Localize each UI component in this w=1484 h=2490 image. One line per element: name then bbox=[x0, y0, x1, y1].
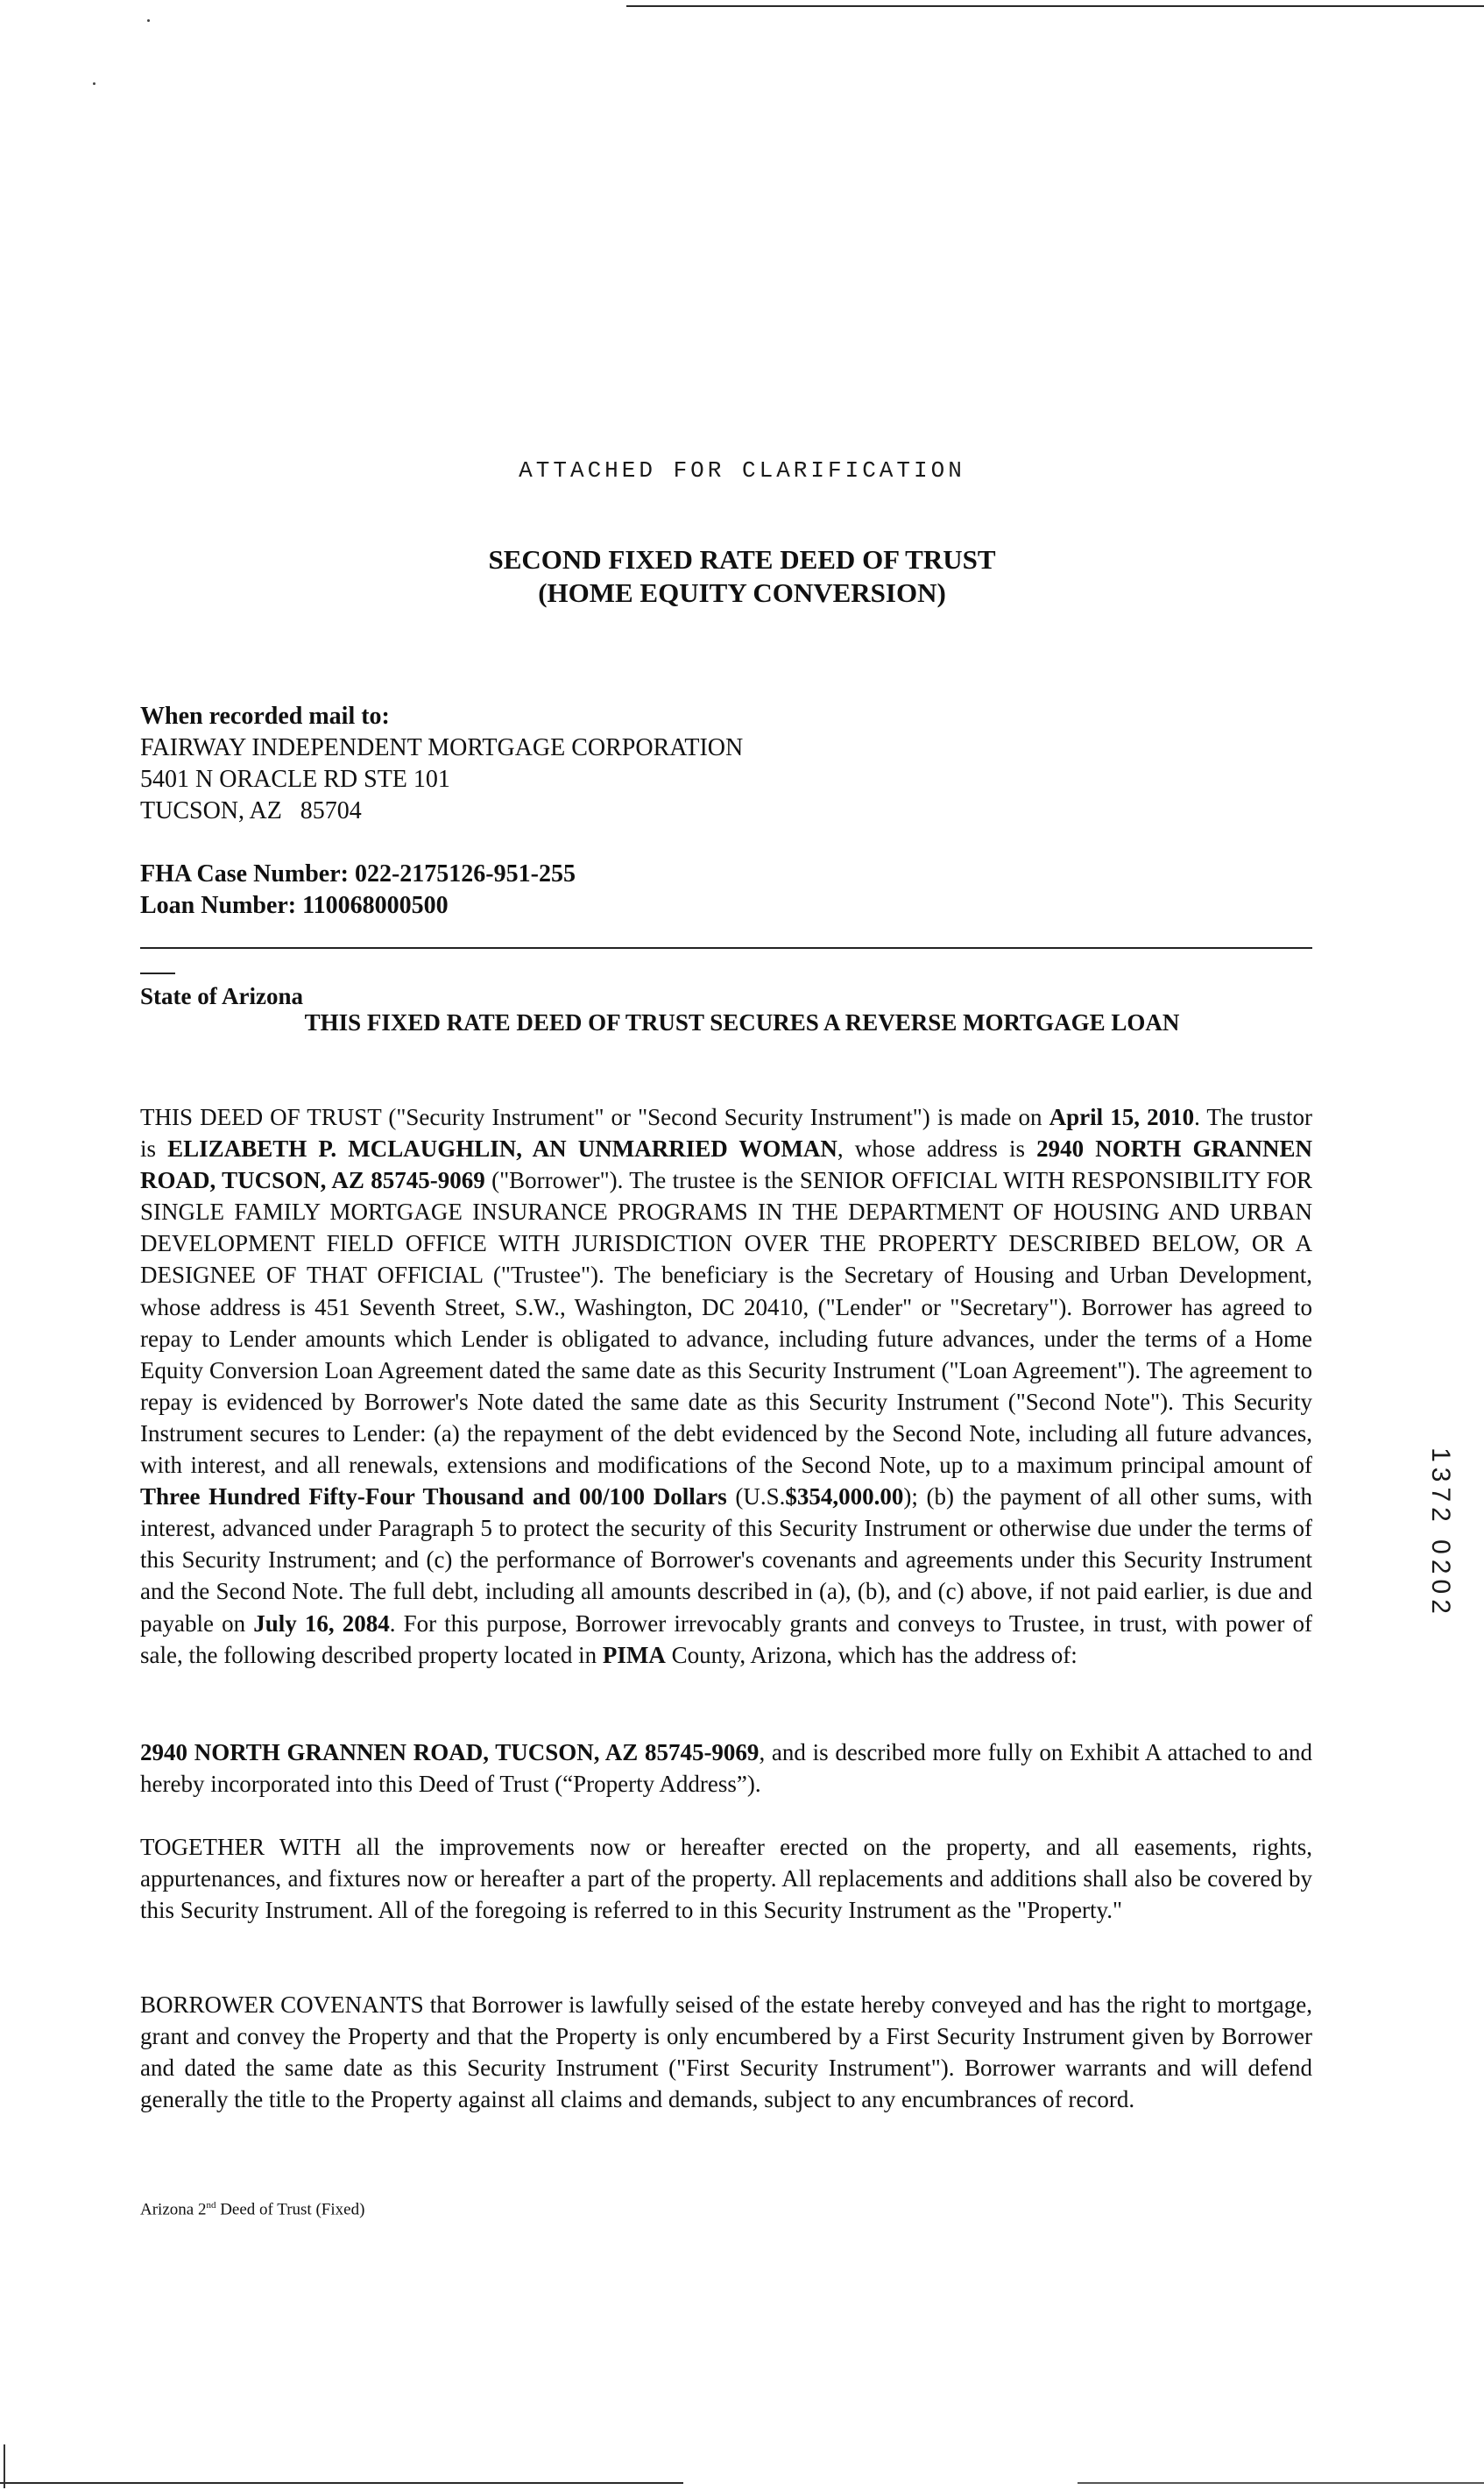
left-scan-edge bbox=[4, 2444, 5, 2488]
document-title bbox=[0, 543, 1484, 610]
text-run: , whose address is bbox=[837, 1135, 1037, 1163]
case-numbers bbox=[140, 859, 576, 922]
text-run: . For this purpose, Borrower irrevocably grants and conveys to Trustee, in trust, with power of sale, the following described property located in bbox=[140, 1609, 1313, 1668]
paragraph-together-with bbox=[140, 1831, 1312, 1926]
paragraph-borrower-covenants bbox=[140, 1989, 1312, 2115]
scan-speck bbox=[147, 19, 150, 22]
footer-text: Deed of Trust (Fixed) bbox=[216, 2200, 365, 2219]
title-line-2: (HOME EQUITY CONVERSION) bbox=[538, 577, 946, 608]
trustor-name: ELIZABETH P. MCLAUGHLIN, AN UNMARRIED WOMAN bbox=[167, 1135, 837, 1163]
loan-number: Loan Number: 110068000500 bbox=[140, 892, 449, 919]
section-divider bbox=[140, 947, 1312, 949]
text-run: , and is described more fully on Exhibit A attached to and hereby incorporated into this Deed of Trust (“Property Address”). bbox=[140, 1739, 1312, 1798]
county-name: PIMA bbox=[602, 1641, 666, 1668]
scan-speck bbox=[93, 82, 95, 85]
due-date: July 16, 2084 bbox=[253, 1609, 390, 1637]
text-run: THIS DEED OF TRUST ("Security Instrument" or "Second Security Instrument") is made on bbox=[140, 1104, 1049, 1130]
state-label: State of Arizona bbox=[140, 983, 303, 1009]
text-run: . The trustor is bbox=[140, 1104, 1312, 1163]
together-with-text: TOGETHER WITH all the improvements now or hereafter erected on the property, and all easements, rights, appurtenances, and fixtures now or hereafter a part of the property. All replacements and additions shall also be covered by this Security Instrument. All of the foregoing is referred to in this Security Instrument as the "Property." bbox=[140, 1834, 1312, 1924]
title-line-1: SECOND FIXED RATE DEED OF TRUST bbox=[488, 544, 996, 575]
footer-text: Arizona 2 bbox=[140, 2200, 207, 2219]
text-run: ); (b) the payment of all other sums, with interest, advanced under Paragraph 5 to protect the security of this Security Instrument or otherwise due under the terms of this Security Instrument; and (c) the performance of Borrower's covenants and agreements under this Security Instrument and the Second Note. The full debt, including all amounts described in (a), (b), and (c) above, if not paid earlier, is due and payable on bbox=[140, 1483, 1312, 1637]
recording-number-stamp bbox=[1414, 1411, 1466, 1656]
principal-amount-words: Three Hundred Fifty-Four Thousand and 00/100 Dollars bbox=[140, 1483, 727, 1510]
fha-case-number: FHA Case Number: 022-2175126-951-255 bbox=[140, 860, 576, 888]
borrower-address: 2940 NORTH GRANNEN ROAD, TUCSON, AZ 85745-9069 bbox=[140, 1135, 1313, 1194]
mail-to-city: TUCSON, AZ 85704 bbox=[140, 797, 362, 824]
text-run: ("Borrower"). The trustee is the SENIOR OFFICIAL WITH RESPONSIBILITY FOR SINGLE FAMILY MORTGAGE INSURANCE PROGRAMS IN THE DEPARTMENT OF HOUSING AND URBAN DEVELOPMENT FIELD OFFICE WITH JURISDICTION OVER THE PROPERTY DESCRIBED BELOW, OR A DESIGNEE OF THAT OFFICIAL ("Trustee"). The beneficiary is the Secretary of Housing and Urban Development, whose address is 451 Seventh Street, S.W., Washington, DC 20410, ("Lender" or "Secretary"). Borrower has agreed to repay to Lender amounts which Lender is obligated to advance, including future advances, under the terms of a Home Equity Conversion Loan Agreement dated the same date as this Security Instrument ("Loan Agreement"). The agreement to repay is evidenced by Borrower's Note dated the same date as this Security Instrument ("Second Note"). This Security Instrument secures to Lender: (a) the repayment of the debt evidenced by the Second Note, including all future advances, with interest, and all renewals, extensions and modifications of the Second Note, up to a maximum principal amount of bbox=[140, 1167, 1312, 1479]
paragraph-property-address bbox=[140, 1737, 1312, 1800]
recording-number: 1372 0202 bbox=[1426, 1447, 1455, 1619]
short-rule bbox=[140, 973, 175, 974]
text-run: (U.S. bbox=[726, 1483, 786, 1510]
bottom-scan-edge bbox=[1078, 2482, 1484, 2484]
mail-to-label: When recorded mail to: bbox=[140, 703, 390, 730]
paragraph-deed-of-trust bbox=[140, 1101, 1312, 1671]
secures-heading: THIS FIXED RATE DEED OF TRUST SECURES A REVERSE MORTGAGE LOAN bbox=[304, 1009, 1180, 1036]
mail-to-block bbox=[140, 701, 743, 827]
clarification-stamp: ATTACHED FOR CLARIFICATION bbox=[519, 457, 965, 484]
page-footer bbox=[140, 2200, 364, 2219]
mail-to-street: 5401 N ORACLE RD STE 101 bbox=[140, 766, 450, 793]
text-run: County, Arizona, which has the address of: bbox=[665, 1641, 1078, 1668]
bottom-scan-edge bbox=[0, 2482, 683, 2484]
borrower-covenants-text: BORROWER COVENANTS that Borrower is lawfully seised of the estate hereby conveyed and has the right to mortgage, grant and convey the Property and that the Property is only encumbered by a First Security Instrument given by Borrower and dated the same date as this Security Instrument ("First Security Instrument"). Borrower warrants and will defend generally the title to the Property against all claims and demands, subject to any encumbrances of record. bbox=[140, 1991, 1312, 2113]
top-scan-edge bbox=[626, 5, 1484, 7]
property-address: 2940 NORTH GRANNEN ROAD, TUCSON, AZ 85745-9069 bbox=[140, 1739, 760, 1765]
principal-amount: $354,000.00 bbox=[785, 1483, 904, 1510]
deed-date: April 15, 2010 bbox=[1049, 1104, 1195, 1130]
mail-to-company: FAIRWAY INDEPENDENT MORTGAGE CORPORATION bbox=[140, 734, 744, 761]
footer-superscript: nd bbox=[206, 2200, 216, 2211]
